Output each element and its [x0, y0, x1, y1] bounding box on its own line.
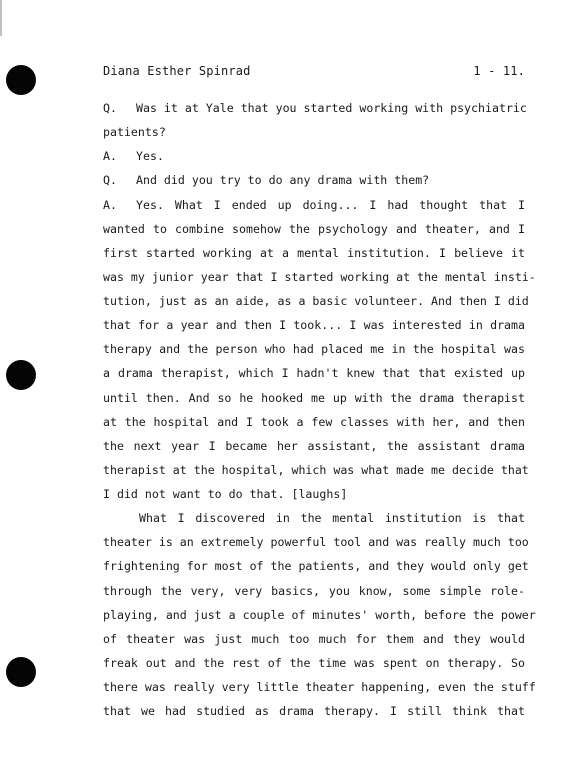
transcript-line: freak out and the rest of the time was spent on therapy. So [103, 655, 525, 670]
transcript-line: the next year I became her assistant, the assistant drama [103, 438, 525, 453]
line-text: patients? [103, 125, 166, 140]
transcript-line: therapy and the person who had placed me in the hospital was [103, 342, 525, 357]
transcript-line: tution, just as an aide, as a basic volunteer. And then I did [103, 294, 529, 308]
line-text: Was it at Yale that you started working with psychiatric [136, 101, 527, 115]
speaker-label: A. [103, 197, 117, 212]
transcript-line: of theater was just much too much for them and they would [103, 631, 525, 646]
punch-hole-middle [6, 360, 36, 390]
scan-edge-mark [0, 0, 2, 36]
transcript-line: was my junior year that I started working at the mental insti- [103, 269, 536, 284]
transcript-line: there was really very little theater happening, even the stuff [103, 680, 536, 694]
transcript-line [103, 193, 525, 217]
transcript-line: that for a year and then I took... I was interested in drama [103, 318, 525, 333]
transcript-line [103, 168, 525, 192]
transcript-line: frightening for most of the patients, and they would only get [103, 559, 529, 574]
transcript-line: at the hospital and I took a few classes with her, and then [103, 414, 525, 429]
line-text: Yes. [136, 149, 164, 164]
transcript-line [103, 96, 525, 120]
line-text: Yes. What I ended up doing... I had thought that I [136, 197, 525, 212]
punch-hole-bottom [6, 657, 36, 687]
transcript-line: playing, and just a couple of minutes' worth, before the power [103, 607, 536, 622]
speaker-label: Q. [103, 101, 117, 115]
transcript-line: therapist at the hospital, which was what made me decide that [103, 462, 529, 477]
transcript-line: wanted to combine somehow the psychology and theater, and I [103, 221, 525, 236]
page-header [103, 64, 525, 84]
page-number: 1 - 11. [473, 64, 525, 78]
transcript-line: I did not want to do that. [laughs] [103, 487, 348, 501]
transcript-line [103, 120, 525, 144]
transcript-line: theater is an extremely powerful tool and was really much too [103, 535, 529, 550]
speaker-label: A. [103, 149, 117, 164]
transcript-line [103, 144, 525, 168]
transcript-line: that we had studied as drama therapy. I still think that [103, 704, 525, 719]
transcript-body [103, 96, 536, 723]
transcript-line: through the very, very basics, you know, some simple role- [103, 583, 525, 598]
line-text: And did you try to do any drama with them? [136, 173, 430, 188]
transcript-line: a drama therapist, which I hadn't knew that that existed up [103, 366, 525, 381]
punch-hole-top [6, 65, 36, 95]
transcript-line: until then. And so he hooked me up with the drama therapist [103, 390, 525, 405]
speaker-label: Q. [103, 173, 117, 188]
transcript-line: first started working at a mental institution. I believe it [103, 245, 525, 260]
transcript-line: What I discovered in the mental institution is that [139, 511, 525, 526]
interviewee-name: Diana Esther Spinrad [103, 64, 251, 78]
